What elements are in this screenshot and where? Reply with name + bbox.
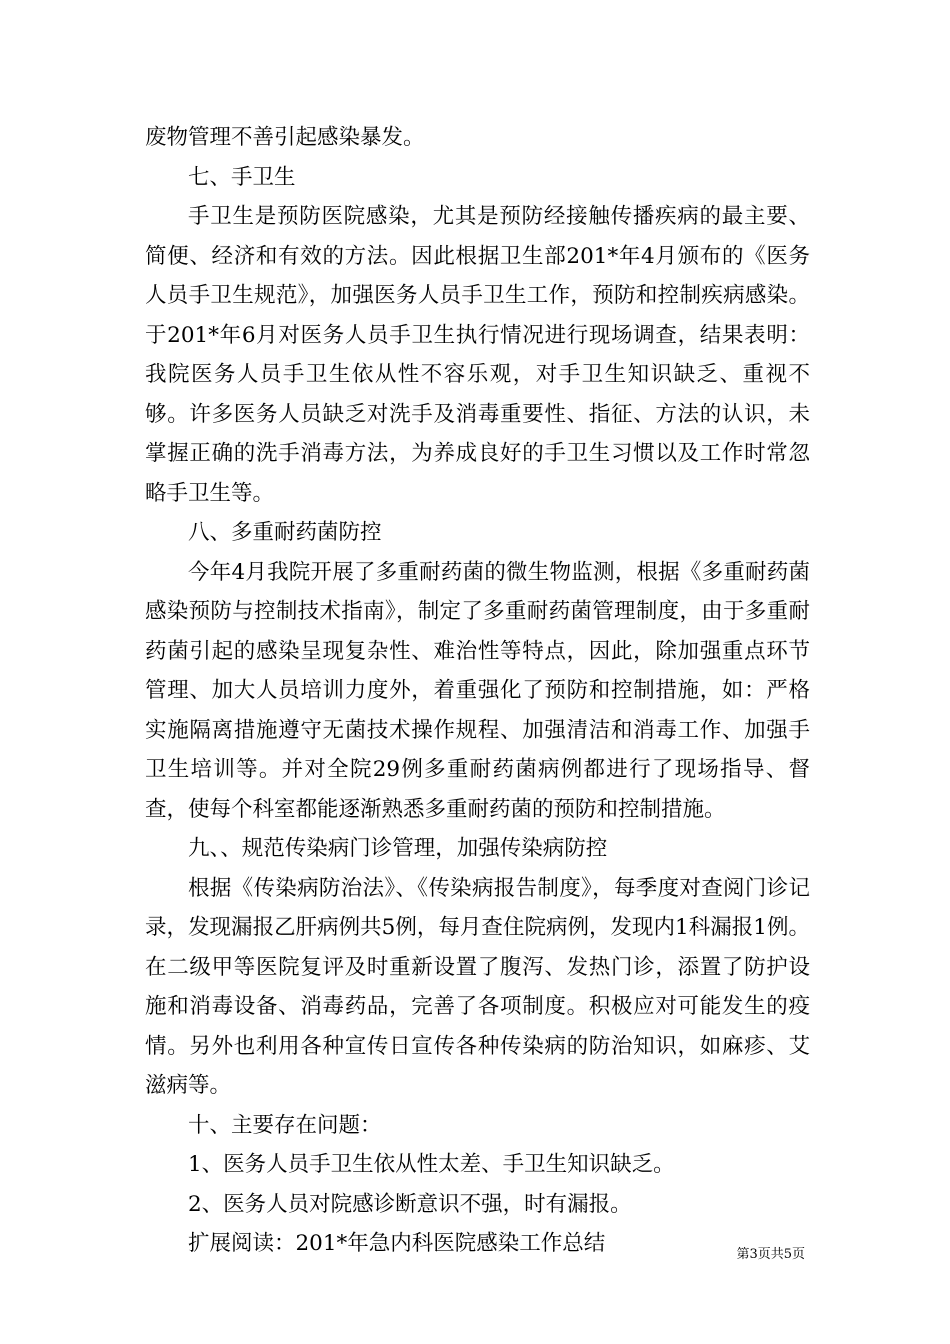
list-item-problem-2: 2、医务人员对院感诊断意识不强，时有漏报。 (188, 1191, 632, 1217)
document-body (145, 118, 810, 1264)
heading-hand-hygiene: 七、手卫生 (188, 164, 296, 190)
page-number: 第3页共5页 (736, 1247, 805, 1262)
extended-reading-line: 扩展阅读：201*年急内科医院感染工作总结 (188, 1231, 606, 1256)
paragraph-infectious-disease: 根据《传染病防治法》、《传染病报告制度》，每季度对查阅门诊记录，发现漏报乙肝病例共5例，每月查住院病例，发现内1科漏报1例。在二级甲等医院复评及时重新设置了腹泻、发热门诊，添置了防护设施和消毒设备、消毒药品，完善了各项制度。积极应对可能发生的疫情。另外也利用各种宣传日宣传各种传染病的防治知识，如麻疹、艾滋病等。 (145, 875, 810, 1098)
heading-main-problems: 十、主要存在问题： (188, 1112, 382, 1138)
paragraph-hand-hygiene: 手卫生是预防医院感染，尤其是预防经接触传播疾病的最主要、简便、经济和有效的方法。因此根据卫生部201*年4月颁布的《医务人员手卫生规范》，加强医务人员手卫生工作，预防和控制疾病感染。于201*年6月对医务人员手卫生执行情况进行现场调查，结果表明：我院医务人员手卫生依从性不容乐观，对手卫生知识缺乏、重视不够。许多医务人员缺乏对洗手及消毒重要性、指征、方法的认识，未掌握正确的洗手消毒方法，为养成良好的手卫生习惯以及工作时常忽略手卫生等。 (145, 204, 810, 506)
list-item-problem-1: 1、医务人员手卫生依从性太差、手卫生知识缺乏。 (188, 1152, 675, 1177)
paragraph-mdro-control: 今年4月我院开展了多重耐药菌的微生物监测，根据《多重耐药菌感染预防与控制技术指南》，制定了多重耐药菌管理制度，由于多重耐药菌引起的感染呈现复杂性、难治性等特点，因此，除加强重点环节管理、加大人员培训力度外，着重强化了预防和控制措施，如：严格实施隔离措施遵守无菌技术操作规程、加强清洁和消毒工作、加强手卫生培训等。并对全院29例多重耐药菌病例都进行了现场指导、督查，使每个科室都能逐渐熟悉多重耐药菌的预防和控制措施。 (145, 559, 810, 822)
heading-mdro-control: 八、多重耐药菌防控 (188, 520, 382, 545)
paragraph-continuation: 废物管理不善引起感染暴发。 (145, 125, 425, 150)
heading-infectious-disease: 九、、规范传染病门诊管理，加强传染病防控 (188, 836, 608, 861)
